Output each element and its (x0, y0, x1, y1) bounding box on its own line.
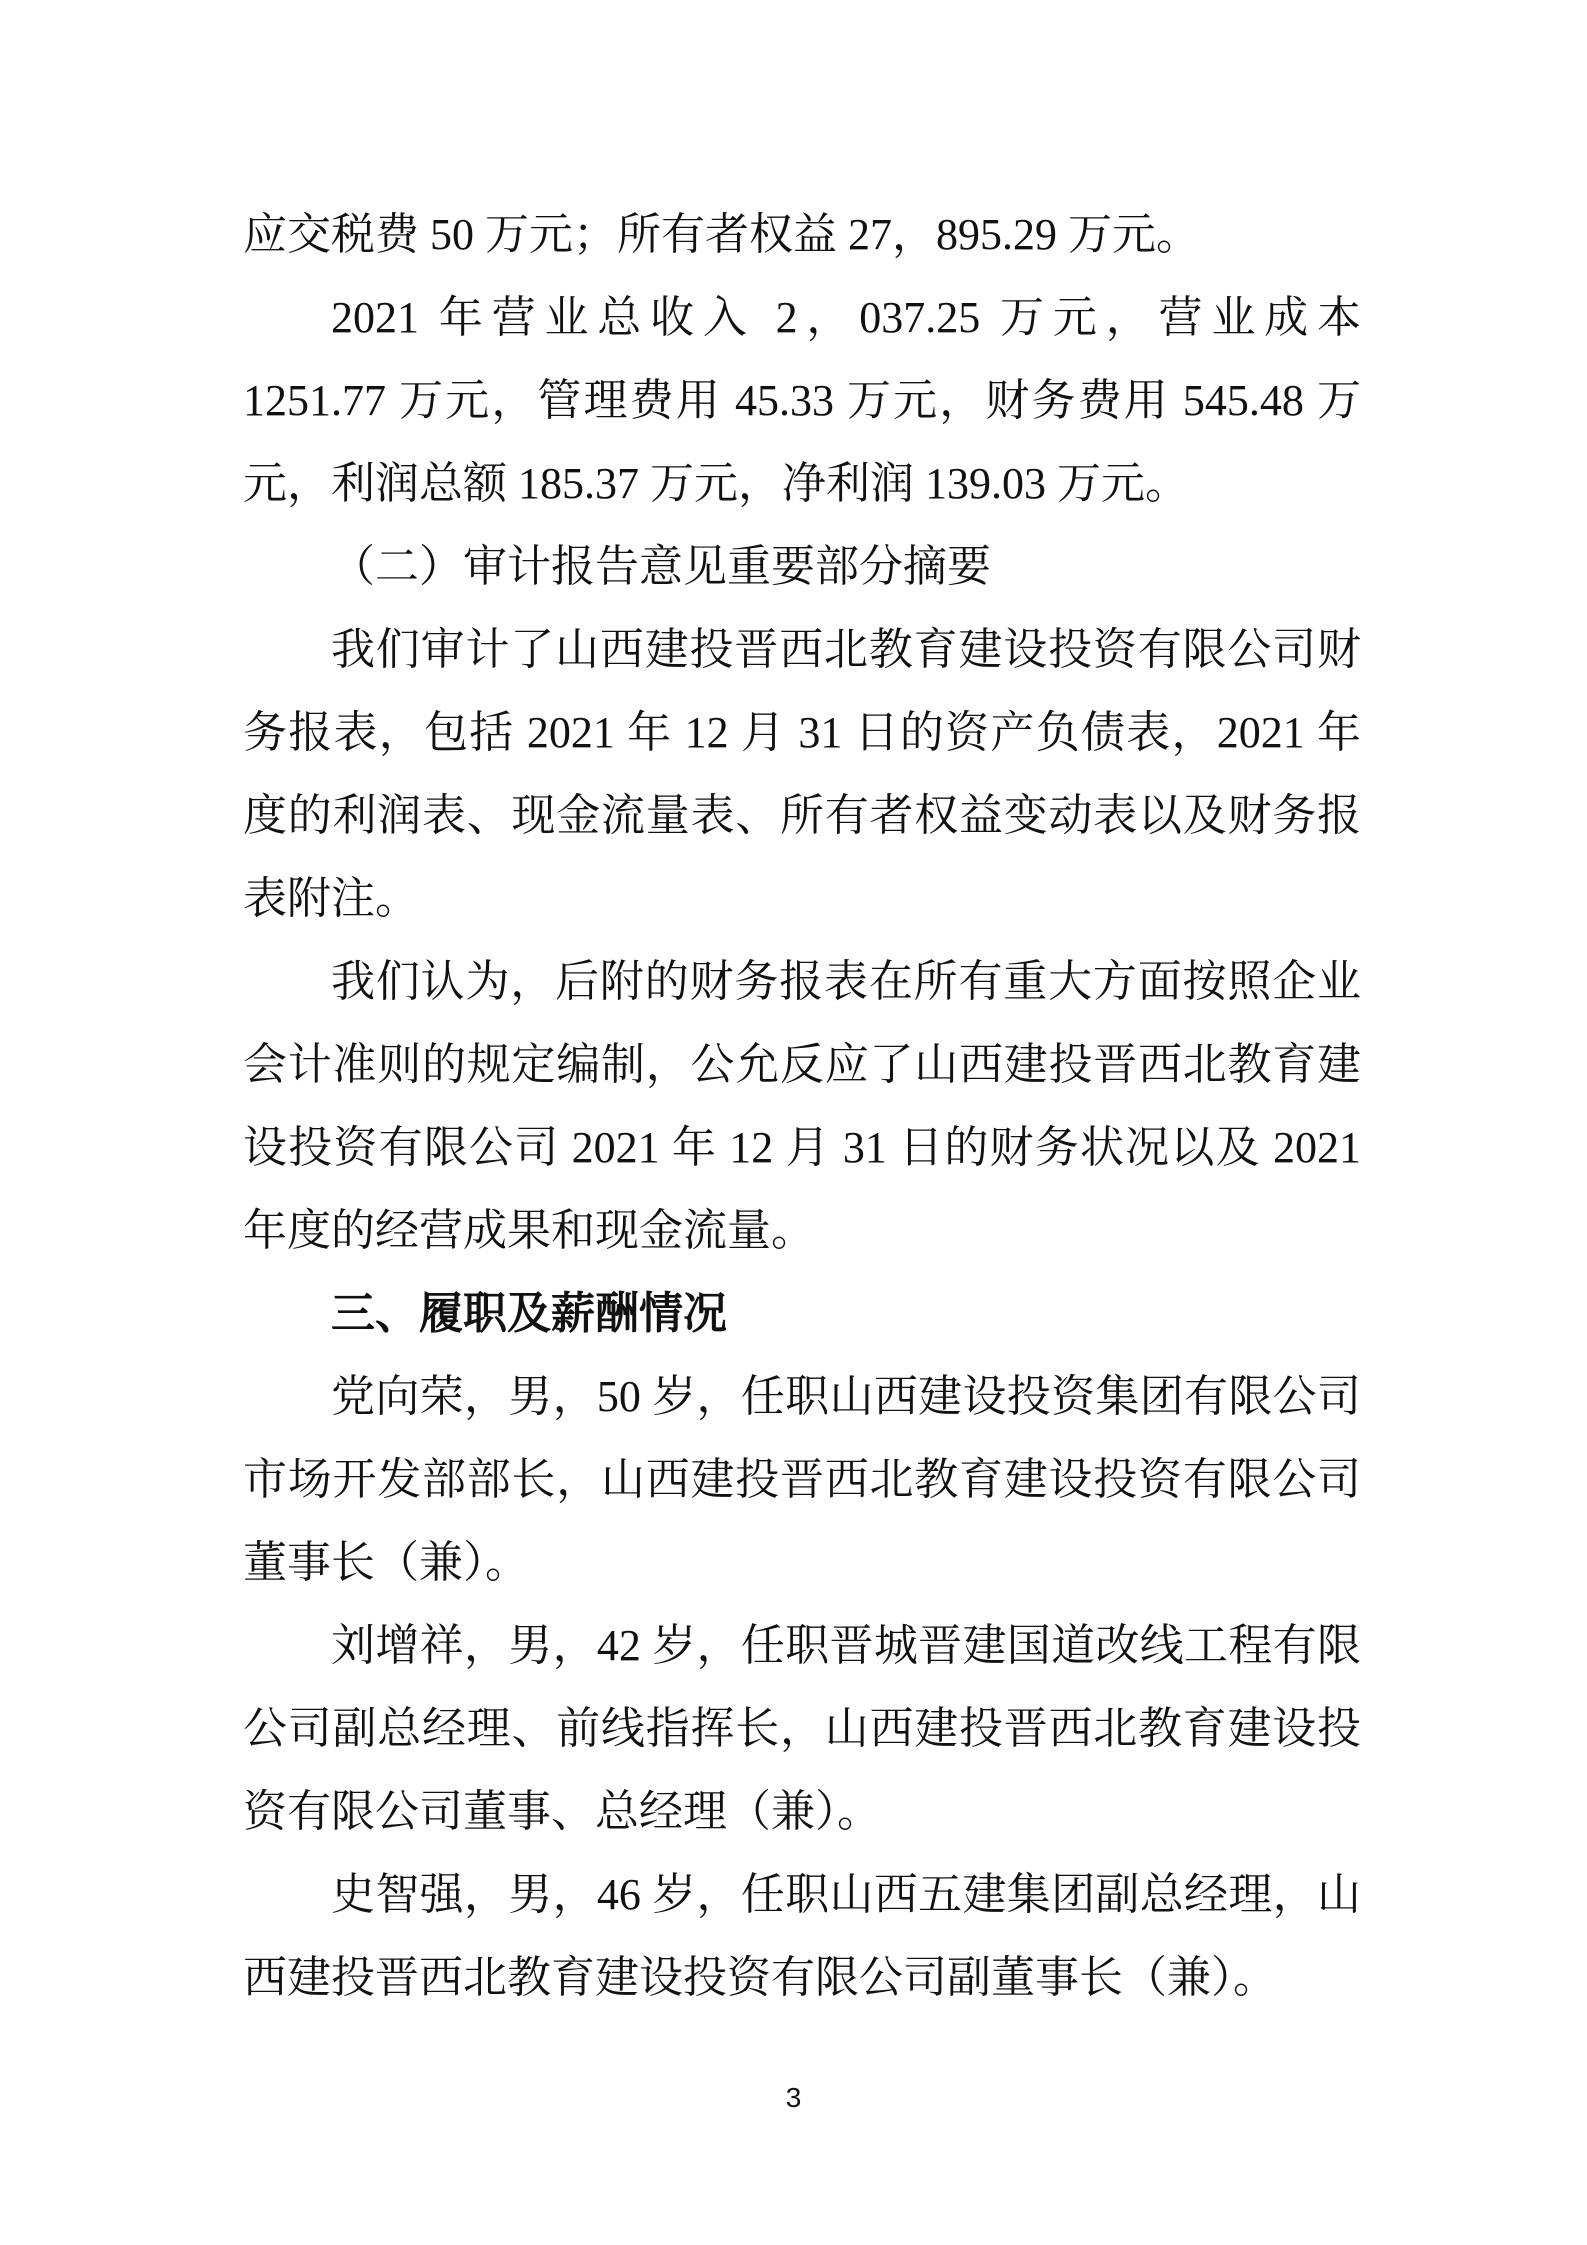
paragraph: 应交税费 50 万元；所有者权益 27，895.29 万元。 (243, 210, 1200, 259)
paragraph: 刘增祥，男，42 岁，任职晋城晋建国道改线工程有限公司副总经理、前线指挥长，山西建投晋西北教育建设投资有限公司董事、总经理（兼）。 (243, 1621, 1361, 1836)
paragraph: 三、履职及薪酬情况 (331, 1289, 727, 1338)
paragraph: 我们审计了山西建投晋西北教育建设投资有限公司财务报表，包括 2021 年 12 月 31 日的资产负债表，2021 年度的利润表、现金流量表、所有者权益变动表以及财务报表附注。 (243, 625, 1361, 923)
paragraph: （二）审计报告意见重要部分摘要 (331, 542, 991, 591)
paragraph: 我们认为，后附的财务报表在所有重大方面按照企业会计准则的规定编制，公允反应了山西建投晋西北教育建设投资有限公司 2021 年 12 月 31 日的财务状况以及 2021 年度的经营成果和现金流量。 (243, 957, 1361, 1255)
paragraph: 史智强，男，46 岁，任职山西五建集团副总经理，山西建投晋西北教育建设投资有限公司副董事长（兼）。 (243, 1870, 1361, 2002)
paragraph: 2021 年营业总收入 2，037.25 万元，营业成本 1251.77 万元，管理费用 45.33 万元，财务费用 545.48 万元，利润总额 185.37 万元，净利润 139.03 万元。 (243, 293, 1361, 508)
document-body (243, 193, 1361, 2019)
page-number: 3 (785, 2082, 802, 2113)
paragraph: 党向荣，男，50 岁，任职山西建设投资集团有限公司市场开发部部长，山西建投晋西北教育建设投资有限公司董事长（兼）。 (243, 1372, 1361, 1587)
